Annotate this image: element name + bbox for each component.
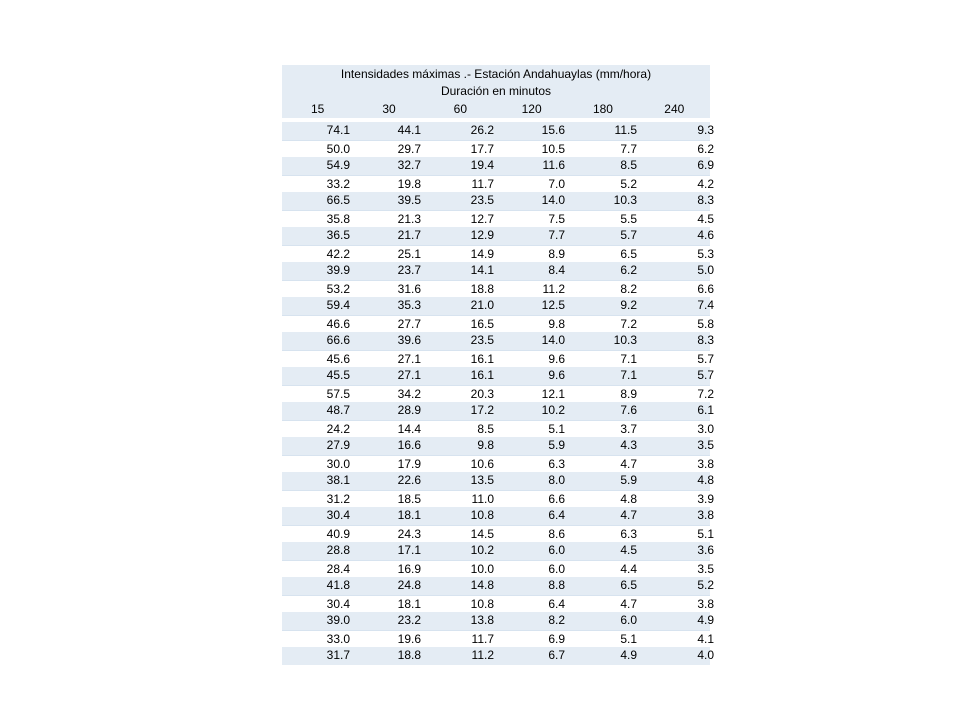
table-cell: 13.5 <box>470 473 494 487</box>
table-cell: 23.5 <box>470 333 494 347</box>
table-cell: 57.5 <box>326 386 350 401</box>
table-cell: 33.2 <box>326 176 350 191</box>
table-cell: 7.1 <box>620 351 637 366</box>
table-row <box>282 297 714 315</box>
table-cell: 30.4 <box>326 508 350 522</box>
table-row <box>282 385 714 403</box>
table-cell: 17.7 <box>470 141 494 156</box>
table-cell: 23.7 <box>397 263 421 277</box>
table-cell: 11.2 <box>471 648 494 662</box>
table-cell: 7.7 <box>620 141 637 156</box>
table-row <box>282 210 714 228</box>
table-cell: 4.6 <box>697 228 714 242</box>
table-cell: 15.6 <box>541 123 565 137</box>
table-cell: 4.8 <box>697 473 714 487</box>
table-row <box>282 420 714 438</box>
table-cell: 38.1 <box>326 473 350 487</box>
table-row <box>282 280 714 298</box>
table-cell: 21.7 <box>397 228 421 242</box>
table-row <box>282 367 714 385</box>
table-cell: 4.9 <box>620 648 637 662</box>
table-cell: 14.9 <box>470 246 494 261</box>
table-cell: 25.1 <box>397 246 421 261</box>
table-row <box>282 472 714 490</box>
table-row <box>282 560 714 578</box>
table-cell: 16.9 <box>397 561 421 576</box>
table-cell: 66.5 <box>326 193 350 207</box>
table-cell: 29.7 <box>397 141 421 156</box>
table-cell: 18.5 <box>397 491 421 506</box>
table-row <box>282 490 714 508</box>
table-cell: 18.1 <box>397 508 421 522</box>
table-cell: 4.7 <box>620 596 637 611</box>
table-cell: 9.6 <box>548 351 565 366</box>
table-cell: 53.2 <box>326 281 350 296</box>
table-cell: 11.5 <box>614 123 637 137</box>
table-cell: 8.3 <box>697 333 714 347</box>
table-row <box>282 315 714 333</box>
table-cell: 11.6 <box>542 158 565 172</box>
table-cell: 6.0 <box>548 561 565 576</box>
table-cell: 6.3 <box>548 456 565 471</box>
table-cell: 66.6 <box>326 333 350 347</box>
table-row <box>282 595 714 613</box>
table-cell: 6.6 <box>548 491 565 506</box>
table-cell: 4.2 <box>697 176 714 191</box>
table-cell: 24.3 <box>397 526 421 541</box>
table-cell: 35.8 <box>326 211 350 226</box>
table-cell: 9.6 <box>548 368 565 382</box>
table-row <box>282 192 714 210</box>
table-cell: 28.9 <box>397 403 421 417</box>
table-cell: 16.6 <box>397 438 421 452</box>
table-body <box>282 122 714 665</box>
table-cell: 54.9 <box>326 158 350 172</box>
table-row <box>282 245 714 263</box>
table-cell: 6.1 <box>697 403 714 417</box>
table-cell: 5.1 <box>620 631 637 646</box>
table-cell: 7.7 <box>548 228 565 242</box>
table-cell: 7.0 <box>548 176 565 191</box>
table-cell: 8.3 <box>697 193 714 207</box>
table-cell: 21.3 <box>397 211 421 226</box>
table-cell: 3.5 <box>697 561 714 576</box>
table-cell: 16.1 <box>470 351 494 366</box>
table-cell: 23.5 <box>470 193 494 207</box>
table-cell: 8.9 <box>548 246 565 261</box>
table-cell: 12.5 <box>541 298 565 312</box>
table-cell: 8.5 <box>477 421 494 436</box>
table-cell: 27.1 <box>397 368 421 382</box>
table-cell: 27.7 <box>397 316 421 331</box>
table-cell: 19.6 <box>397 631 421 646</box>
table-cell: 8.2 <box>548 613 565 627</box>
table-cell: 5.7 <box>620 228 637 242</box>
table-cell: 5.2 <box>620 176 637 191</box>
table-cell: 17.2 <box>470 403 494 417</box>
table-cell: 5.7 <box>697 351 714 366</box>
table-cell: 10.5 <box>541 141 565 156</box>
table-cell: 3.8 <box>697 508 714 522</box>
table-cell: 4.4 <box>620 561 637 576</box>
table-cell: 8.4 <box>548 263 565 277</box>
table-cell: 4.5 <box>620 543 637 557</box>
table-cell: 10.3 <box>613 333 637 347</box>
table-cell: 6.9 <box>697 158 714 172</box>
table-cell: 10.2 <box>541 403 565 417</box>
table-cell: 50.0 <box>326 141 350 156</box>
table-title: Intensidades máximas .- Estación Andahuaylas (mm/hora) <box>340 67 652 81</box>
table-row <box>282 542 714 560</box>
table-row <box>282 647 714 665</box>
table-cell: 9.2 <box>620 298 637 312</box>
table-cell: 32.7 <box>397 158 421 172</box>
table-row <box>282 455 714 473</box>
table-cell: 33.0 <box>326 631 350 646</box>
table-cell: 12.7 <box>470 211 494 226</box>
table-cell: 10.2 <box>470 543 494 557</box>
table-cell: 11.0 <box>471 491 494 506</box>
table-cell: 35.3 <box>397 298 421 312</box>
table-cell: 12.9 <box>470 228 494 242</box>
table-cell: 16.1 <box>470 368 494 382</box>
table-row <box>282 402 714 420</box>
table-cell: 23.2 <box>397 613 421 627</box>
table-row <box>282 525 714 543</box>
table-cell: 10.3 <box>613 193 637 207</box>
table-cell: 74.1 <box>326 123 350 137</box>
table-cell: 6.0 <box>548 543 565 557</box>
table-cell: 8.5 <box>620 158 637 172</box>
table-cell: 31.6 <box>397 281 421 296</box>
table-cell: 14.4 <box>397 421 421 436</box>
table-cell: 10.8 <box>470 596 494 611</box>
table-cell: 12.1 <box>541 386 565 401</box>
table-cell: 3.8 <box>697 596 714 611</box>
table-cell: 5.5 <box>620 211 637 226</box>
table-cell: 11.7 <box>471 176 494 191</box>
table-cell: 40.9 <box>326 526 350 541</box>
table-cell: 5.8 <box>697 316 714 331</box>
table-row <box>282 262 714 280</box>
table-cell: 45.6 <box>326 351 350 366</box>
duration-header-row <box>282 83 710 100</box>
table-cell: 26.2 <box>470 123 494 137</box>
table-cell: 5.3 <box>697 246 714 261</box>
table-cell: 21.0 <box>470 298 494 312</box>
table-cell: 4.1 <box>697 631 714 646</box>
table-cell: 48.7 <box>326 403 350 417</box>
table-row <box>282 157 714 175</box>
table-cell: 4.0 <box>697 648 714 662</box>
table-cell: 6.5 <box>620 578 637 592</box>
table-row <box>282 507 714 525</box>
table-row <box>282 437 714 455</box>
table-cell: 3.8 <box>697 456 714 471</box>
table-cell: 20.3 <box>470 386 494 401</box>
table-cell: 3.0 <box>697 421 714 436</box>
table-cell: 3.9 <box>697 491 714 506</box>
table-cell: 10.0 <box>470 561 494 576</box>
table-cell: 22.6 <box>397 473 421 487</box>
intensity-table <box>282 65 714 665</box>
table-cell: 19.4 <box>470 158 494 172</box>
table-cell: 4.9 <box>697 613 714 627</box>
table-cell: 3.6 <box>697 543 714 557</box>
table-cell: 30.0 <box>326 456 350 471</box>
table-cell: 4.7 <box>620 456 637 471</box>
table-cell: 10.8 <box>470 508 494 522</box>
table-cell: 11.2 <box>542 281 565 296</box>
table-cell: 14.8 <box>470 578 494 592</box>
table-cell: 36.5 <box>326 228 350 242</box>
table-cell: 7.4 <box>697 298 714 312</box>
table-cell: 8.9 <box>620 386 637 401</box>
table-cell: 10.6 <box>470 456 494 471</box>
table-row <box>282 122 714 140</box>
table-cell: 42.2 <box>326 246 350 261</box>
table-cell: 4.3 <box>620 438 637 452</box>
table-cell: 17.9 <box>397 456 421 471</box>
table-cell: 8.0 <box>548 473 565 487</box>
table-cell: 9.8 <box>548 316 565 331</box>
table-cell: 30.4 <box>326 596 350 611</box>
table-title-row <box>282 65 710 83</box>
table-cell: 4.8 <box>620 491 637 506</box>
table-cell: 39.9 <box>326 263 350 277</box>
table-cell: 5.9 <box>548 438 565 452</box>
table-cell: 59.4 <box>326 298 350 312</box>
table-cell: 6.2 <box>697 141 714 156</box>
table-row <box>282 612 714 630</box>
table-cell: 45.5 <box>326 368 350 382</box>
table-cell: 28.4 <box>326 561 350 576</box>
table-cell: 17.1 <box>397 543 421 557</box>
column-header: 180 <box>592 102 613 116</box>
table-cell: 7.2 <box>620 316 637 331</box>
table-cell: 4.7 <box>620 508 637 522</box>
column-header: 30 <box>382 102 396 116</box>
table-cell: 24.2 <box>326 421 350 436</box>
table-cell: 18.8 <box>470 281 494 296</box>
table-row <box>282 140 714 158</box>
table-cell: 19.8 <box>397 176 421 191</box>
table-row <box>282 577 714 595</box>
table-cell: 8.6 <box>548 526 565 541</box>
table-cell: 34.2 <box>397 386 421 401</box>
table-cell: 28.8 <box>326 543 350 557</box>
column-header: 120 <box>521 102 542 116</box>
table-row <box>282 332 714 350</box>
table-cell: 6.9 <box>548 631 565 646</box>
table-row <box>282 630 714 648</box>
table-row <box>282 175 714 193</box>
table-cell: 6.4 <box>548 596 565 611</box>
column-header: 240 <box>664 102 685 116</box>
table-cell: 5.0 <box>697 263 714 277</box>
table-cell: 39.6 <box>397 333 421 347</box>
table-cell: 16.5 <box>470 316 494 331</box>
table-cell: 27.9 <box>326 438 350 452</box>
table-cell: 41.8 <box>326 578 350 592</box>
minutes-header-row <box>282 100 710 118</box>
table-cell: 6.6 <box>697 281 714 296</box>
table-cell: 3.5 <box>697 438 714 452</box>
table-cell: 7.6 <box>620 403 637 417</box>
duration-header: Duración en minutos <box>440 84 552 98</box>
table-cell: 39.0 <box>326 613 350 627</box>
table-cell: 44.1 <box>397 123 421 137</box>
table-row <box>282 350 714 368</box>
table-cell: 27.1 <box>397 351 421 366</box>
table-cell: 11.7 <box>471 631 494 646</box>
table-cell: 8.2 <box>620 281 637 296</box>
table-cell: 5.2 <box>697 578 714 592</box>
table-cell: 7.5 <box>548 211 565 226</box>
table-cell: 24.8 <box>397 578 421 592</box>
table-cell: 6.7 <box>548 648 565 662</box>
table-cell: 8.8 <box>548 578 565 592</box>
table-cell: 4.5 <box>697 211 714 226</box>
table-cell: 7.2 <box>697 386 714 401</box>
table-cell: 6.4 <box>548 508 565 522</box>
table-cell: 14.0 <box>541 193 565 207</box>
table-cell: 6.3 <box>620 526 637 541</box>
table-cell: 14.5 <box>470 526 494 541</box>
table-row <box>282 227 714 245</box>
table-cell: 6.0 <box>620 613 637 627</box>
table-cell: 18.8 <box>397 648 421 662</box>
table-cell: 13.8 <box>470 613 494 627</box>
table-cell: 5.7 <box>697 368 714 382</box>
table-cell: 18.1 <box>397 596 421 611</box>
column-header: 60 <box>453 102 467 116</box>
table-cell: 5.1 <box>548 421 565 436</box>
table-cell: 14.0 <box>541 333 565 347</box>
column-header: 15 <box>310 102 325 116</box>
table-cell: 39.5 <box>397 193 421 207</box>
table-cell: 6.5 <box>620 246 637 261</box>
table-cell: 6.2 <box>620 263 637 277</box>
table-cell: 46.6 <box>326 316 350 331</box>
table-cell: 31.2 <box>326 491 350 506</box>
table-cell: 3.7 <box>620 421 637 436</box>
table-cell: 31.7 <box>326 648 350 662</box>
table-cell: 5.1 <box>697 526 714 541</box>
table-cell: 5.9 <box>620 473 637 487</box>
table-cell: 9.3 <box>697 123 714 137</box>
table-cell: 9.8 <box>477 438 494 452</box>
table-cell: 14.1 <box>470 263 494 277</box>
table-cell: 7.1 <box>620 368 637 382</box>
